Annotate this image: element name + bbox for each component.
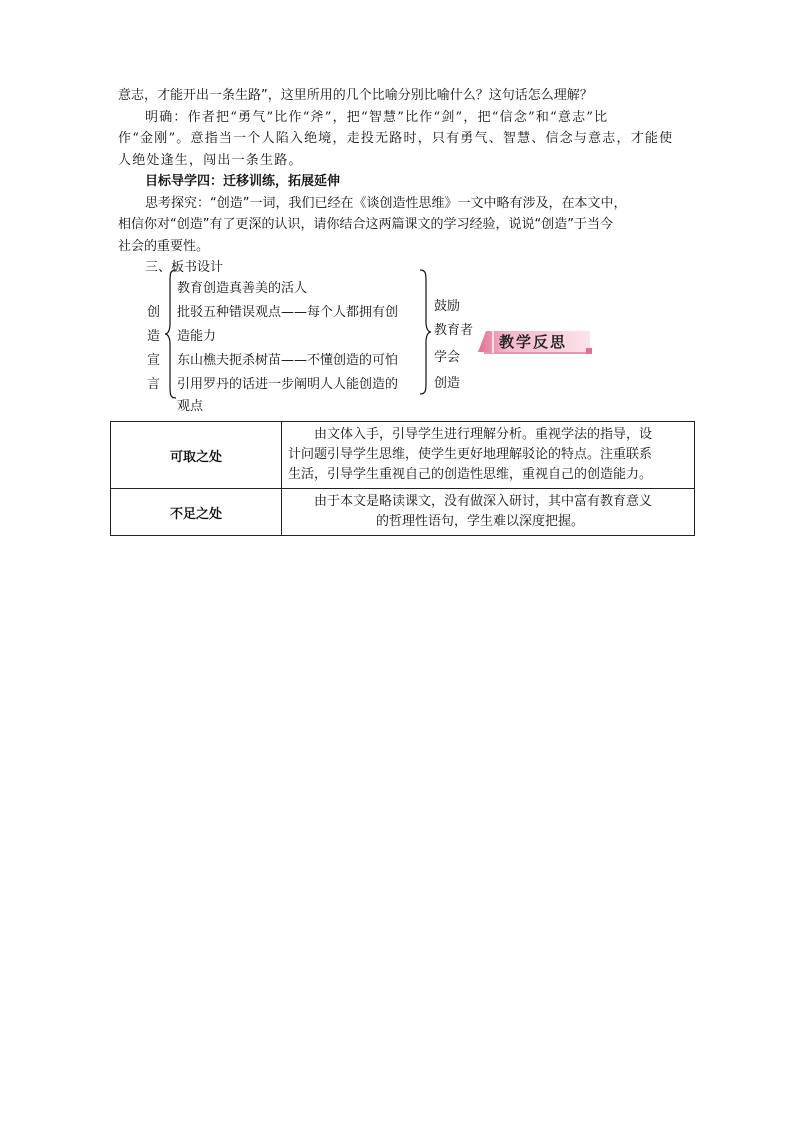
row-label: 不足之处 <box>111 489 282 536</box>
section-heading: 目标导学四：迁移训练，拓展延伸 <box>145 174 341 189</box>
board-item: 批驳五种错误观点——每个人都拥有创 <box>177 305 399 320</box>
board-item: 引用罗丹的话进一步阐明人人能创造的 <box>177 377 399 392</box>
board-item: 造能力 <box>177 329 217 344</box>
answer-line: 作“金刚”。意指当一个人陷入绝境，走投无路时，只有勇气、智慧、信念与意志，才能使 <box>118 131 674 146</box>
board-item: 观点 <box>177 399 204 414</box>
board-item: 教育创造真善美的活人 <box>177 281 308 296</box>
content-line: 由于本文是略读课文，没有做深入研讨，其中富有教育意义 <box>314 494 653 509</box>
table-row <box>111 489 695 536</box>
text-line: 相信你对“创造”有了更深的认识，请你结合这两篇课文的学习经验，说说“创造”于当今 <box>118 217 613 232</box>
row-content <box>282 489 695 536</box>
right-brace <box>418 268 432 396</box>
board-title-char: 宣 <box>147 353 161 368</box>
content-line: 的哲理性语句，学生难以深度把握。 <box>376 514 585 529</box>
answer-line: 明确：作者把“勇气”比作“斧”，把“智慧”比作“剑”，把“信念”和“意志”比 <box>145 110 609 125</box>
content-line: 生活，引导学生重视自己的创造性思维，重视自己的创造能力。 <box>288 467 653 482</box>
reflection-table <box>110 421 695 536</box>
row-content <box>282 422 695 489</box>
board-title-char: 言 <box>147 377 161 392</box>
board-right-item: 教育者 <box>434 323 474 338</box>
left-brace <box>164 268 178 400</box>
teaching-reflection-banner <box>478 328 594 355</box>
board-title-char: 创 <box>147 305 161 320</box>
board-heading: 三、板书设计 <box>145 260 224 275</box>
content-line: 由文体入手，引导学生进行理解分析。重视学法的指导，设 <box>314 427 653 442</box>
text-line: 思考探究：“创造”一词，我们已经在《谈创造性思维》一文中略有涉及，在本文中， <box>145 196 627 211</box>
text-line: 社会的重要性。 <box>118 239 210 254</box>
board-right-item: 鼓励 <box>434 299 461 314</box>
board-right-item: 学会 <box>434 350 461 365</box>
board-item: 东山樵夫扼杀树苗——不懂创造的可怕 <box>177 353 399 368</box>
content-line: 计问题引导学生思维，使学生更好地理解驳论的特点。注重联系 <box>288 447 653 462</box>
table-row <box>111 422 695 489</box>
banner-title: 教学反思 <box>499 333 568 351</box>
answer-line: 人绝处逢生，闯出一条生路。 <box>118 153 303 168</box>
row-label: 可取之处 <box>111 422 282 489</box>
board-title-char: 造 <box>147 329 161 344</box>
board-right-item: 创造 <box>434 376 461 391</box>
text-line: 意志，才能开出一条生路”，这里所用的几个比喻分别比喻什么？这句话怎么理解？ <box>118 88 593 103</box>
